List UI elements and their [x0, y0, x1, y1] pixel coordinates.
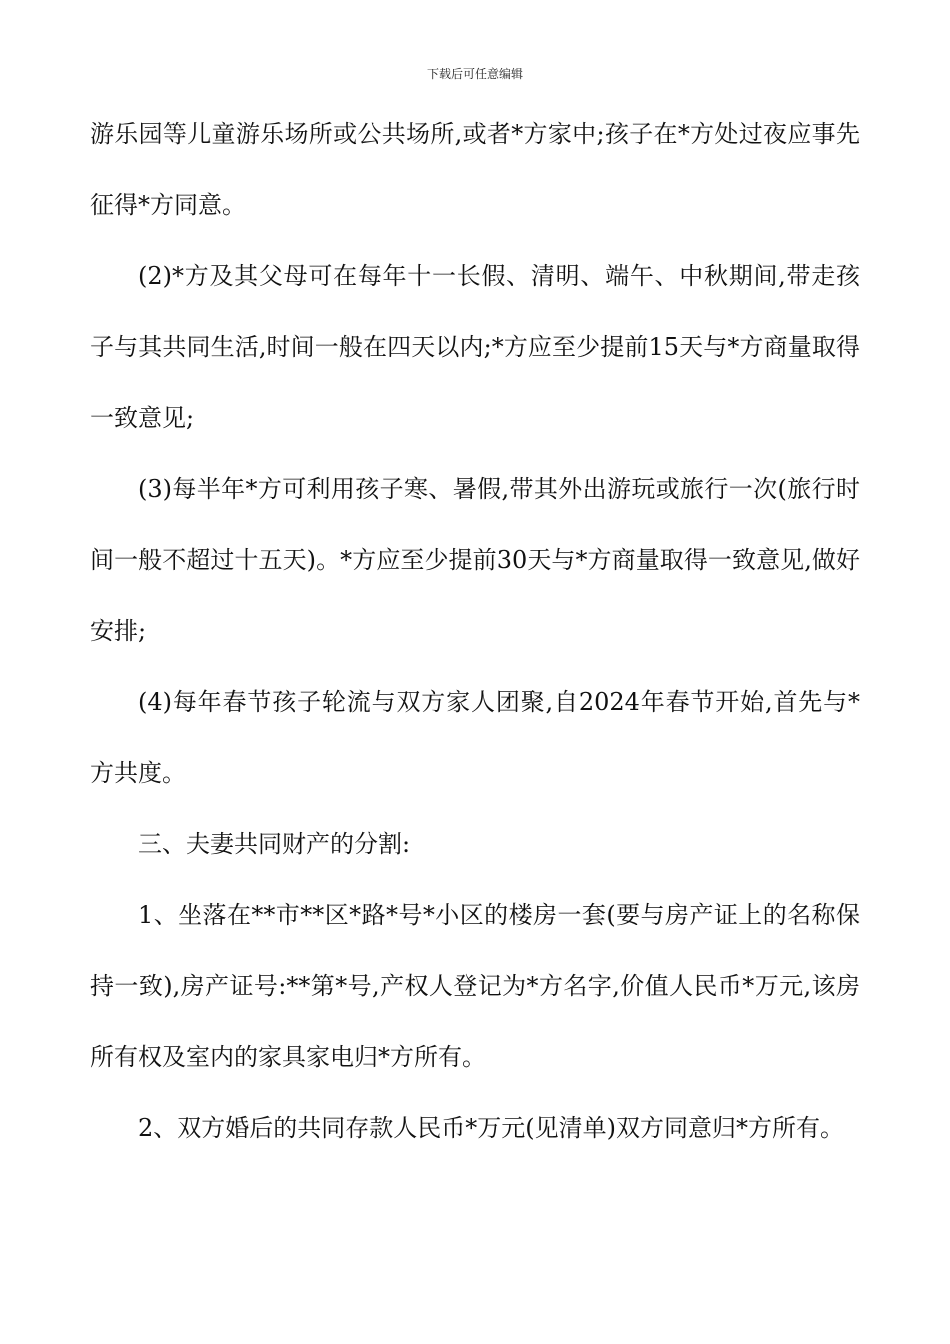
paragraph-property-2: 2、双方婚后的共同存款人民币*万元(见清单)双方同意归*方所有。 [138, 1114, 844, 1142]
paragraph-item-4: (4)每年春节孩子轮流与双方家人团聚,自2024年春节开始,首先与*方共度。 [90, 688, 860, 787]
paragraph-item-2: (2)*方及其父母可在每年十一长假、清明、端午、中秋期间,带走孩子与其共同生活,时间一般在四天以内;*方应至少提前15天与*方商量取得一致意见; [90, 262, 860, 432]
paragraph-item-3: (3)每半年*方可利用孩子寒、暑假,带其外出游玩或旅行一次(旅行时间一般不超过十五天)。*方应至少提前30天与*方商量取得一致意见,做好安排; [90, 475, 860, 645]
paragraph-property-1: 1、坐落在**市**区*路*号*小区的楼房一套(要与房产证上的名称保持一致),房产证号:**第*号,产权人登记为*方名字,价值人民币*万元,该房所有权及室内的家具家电归*方所有。 [90, 901, 860, 1071]
paragraph-continuation: 游乐园等儿童游乐场所或公共场所,或者*方家中;孩子在*方处过夜应事先征得*方同意。 [90, 120, 860, 219]
document-body [90, 99, 860, 1164]
page-header: 下载后可任意编辑 [426, 67, 523, 81]
section-heading-property: 三、夫妻共同财产的分割: [138, 830, 411, 858]
